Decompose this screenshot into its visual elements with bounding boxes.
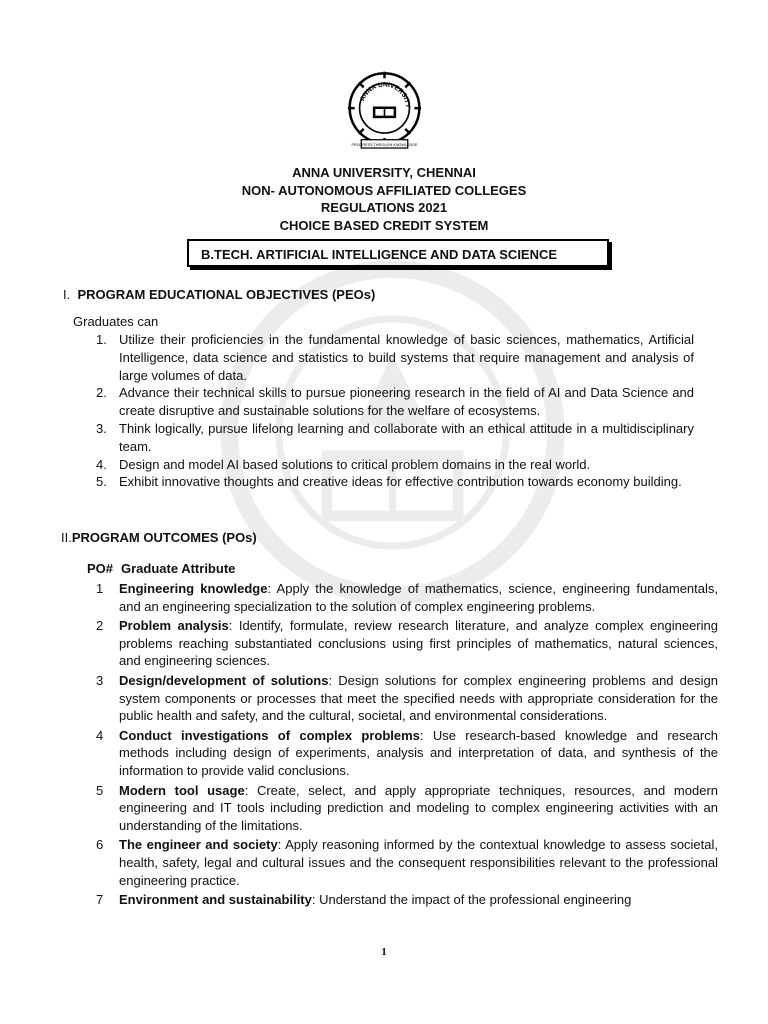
item-text: : Use research-based knowledge and research methods including design of experiments, analysis and interpretation of data, and synthesis of the information to provide valid conclusions. (119, 727, 718, 778)
list-item (96, 617, 718, 670)
section-heading-peo (63, 286, 375, 303)
item-text: : Design solutions for complex engineering problems and design system components or processes that meet the specified needs with appropriate consideration for the public health and safety, and the cultural, societal, and environmental considerations. (119, 672, 718, 724)
list-item (96, 891, 718, 909)
item-term: Conduct investigations of complex problems (119, 727, 420, 743)
peo-intro: Graduates can (73, 314, 159, 329)
item-number: 5. (96, 474, 107, 490)
title-line: CHOICE BASED CREDIT SYSTEM (279, 217, 489, 233)
item-number: 6 (96, 837, 104, 853)
document-title-block (0, 164, 768, 234)
title-line: REGULATIONS 2021 (320, 200, 448, 215)
section-numeral: II. (61, 530, 72, 545)
item-term: Problem analysis (119, 618, 229, 634)
item-term: Engineering knowledge (119, 581, 268, 596)
item-number: 3. (96, 420, 107, 436)
peo-list (96, 331, 694, 491)
section-title: PROGRAM OUTCOMES (POs) (71, 530, 257, 545)
programme-title-box: B.TECH. ARTIFICIAL INTELLIGENCE AND DATA SCIENCE (187, 239, 609, 267)
svg-text:ANNA UNIVERSITY: ANNA UNIVERSITY (359, 81, 412, 109)
list-item (96, 727, 718, 780)
po-number-header: PO# (87, 561, 114, 576)
page-number: 1 (381, 946, 387, 958)
list-item (96, 384, 694, 420)
section-title: PROGRAM EDUCATIONAL OBJECTIVES (PEOs) (77, 287, 376, 302)
item-text: Advance their technical skills to pursue pioneering research in the field of AI and Data Science and create disruptive and sustainable solutions for the welfare of ecosystems. (119, 385, 694, 419)
section-heading-po (61, 529, 257, 546)
list-item (96, 456, 694, 474)
item-term: The engineer and society (119, 837, 278, 853)
item-number: 2 (96, 618, 104, 634)
list-item (96, 836, 718, 889)
title-line: NON- AUTONOMOUS AFFILIATED COLLEGES (241, 182, 527, 198)
list-item (96, 473, 694, 491)
graduate-attribute-header: Graduate Attribute (121, 561, 236, 576)
item-text: : Apply the knowledge of mathematics, science, engineering fundamentals, and an engineering specialization to the solution of complex engineering problems. (119, 581, 718, 614)
item-text: : Identify, formulate, review research literature, and analyze complex engineering problems reaching substantiated conclusions using first principles of mathematics, natural sciences, and engineering sciences. (119, 618, 718, 669)
item-text: Utilize their proficiencies in the fundamental knowledge of basic sciences, mathematics, Artificial Intelligence, data science and statistics to build systems that require management and analysis of large volumes of data. (119, 332, 694, 383)
item-text: : Understand the impact of the professional engineering (311, 892, 632, 908)
item-number: 1 (96, 581, 104, 596)
item-number: 4 (96, 727, 104, 743)
item-term: Modern tool usage (119, 782, 245, 798)
item-number: 1. (96, 332, 107, 347)
item-number: 4. (96, 456, 107, 472)
list-item (96, 580, 718, 615)
item-text: Think logically, pursue lifelong learning and collaborate with an ethical attitude in a multidisciplinary team. (119, 420, 694, 454)
section-numeral: I. (63, 287, 71, 302)
item-number: 7 (96, 892, 104, 908)
title-line: ANNA UNIVERSITY, CHENNAI (292, 165, 476, 180)
item-number: 3 (96, 672, 104, 688)
item-term: Environment and sustainability (119, 892, 312, 908)
list-item (96, 782, 718, 835)
item-text: Design and model AI based solutions to critical problem domains in the real world. (119, 456, 591, 472)
list-item (96, 331, 694, 384)
item-text: : Create, select, and apply appropriate techniques, resources, and modern engineering and IT tools including prediction and modeling to complex engineering activities with an understanding of the limitations. (119, 782, 719, 833)
item-number: 2. (96, 385, 107, 401)
list-item (96, 672, 718, 725)
po-table-header (87, 561, 243, 576)
po-list (96, 580, 718, 911)
logo-motto: PROGRESS THROUGH KNOWLEDGE (351, 142, 418, 147)
item-term: Design/development of solutions (119, 672, 329, 688)
item-number: 5 (96, 782, 104, 798)
anna-university-logo (343, 70, 426, 153)
item-text: : Apply reasoning informed by the contextual knowledge to assess societal, health, safety, legal and cultural issues and the consequent responsibilities relevant to the professional engineering practice. (119, 837, 719, 888)
item-text: Exhibit innovative thoughts and creative ideas for effective contribution towards economy building. (119, 474, 682, 490)
list-item (96, 420, 694, 456)
